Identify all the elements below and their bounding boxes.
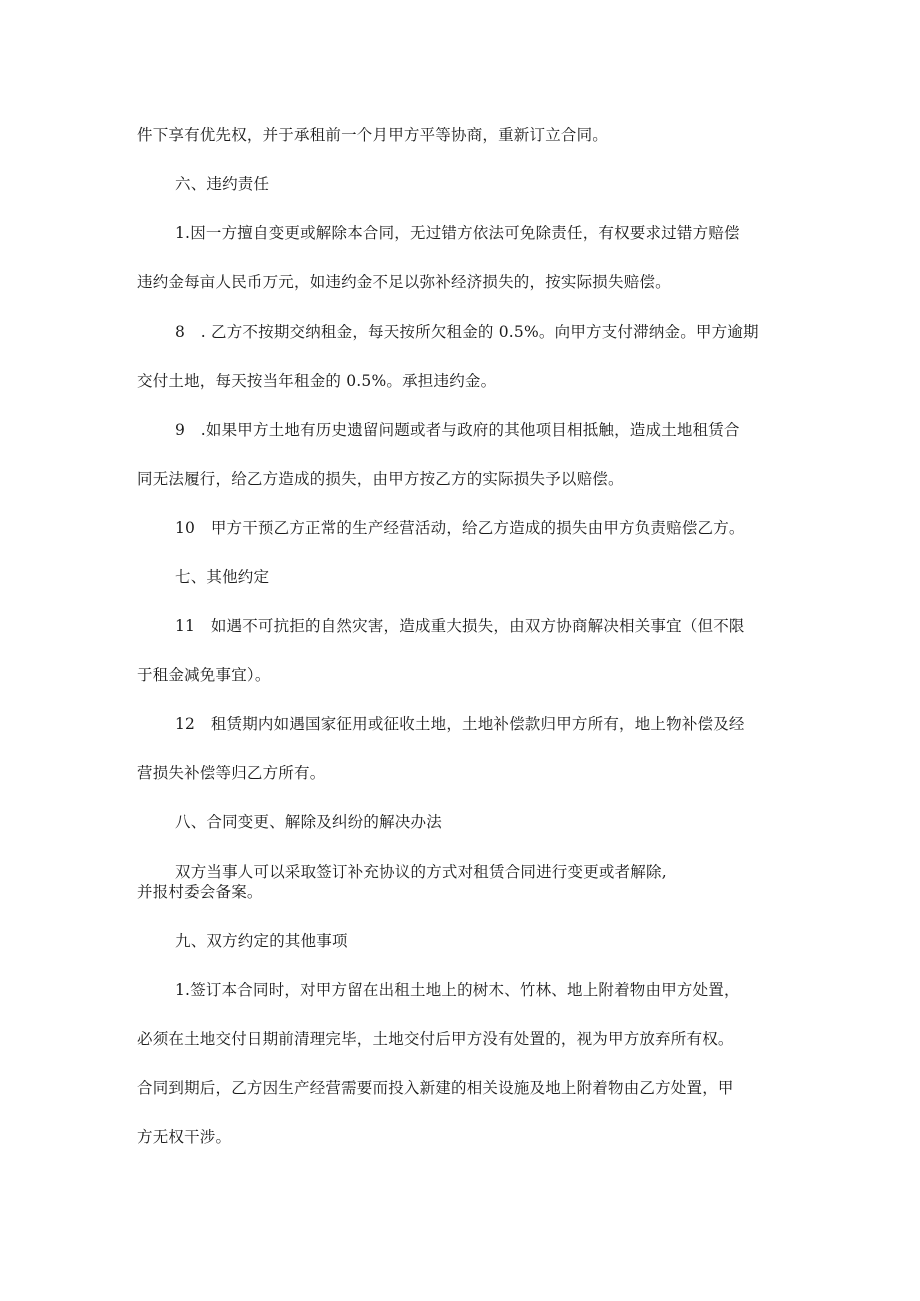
paragraph-line: 合同到期后，乙方因生产经营需要而投入新建的相关设施及地上附着物由乙方处置，甲 [137,1079,734,1097]
paragraph-line: 11 如遇不可抗拒的自然灾害，造成重大损失，由双方协商解决相关事宜（但不限 [175,617,745,635]
paragraph-line: 营损失补偿等归乙方所有。 [137,764,326,782]
paragraph-line: 于租金减免事宜）。 [137,666,271,684]
paragraph-line: 违约金每亩人民币万元，如违约金不足以弥补经济损失的，按实际损失赔偿。 [137,273,671,291]
paragraph-line: 方无权干涉。 [137,1128,232,1146]
paragraph-line: 1.签订本合同时，对甲方留在出租土地上的树木、竹林、地上附着物由甲方处置， [175,981,740,999]
paragraph-line: 同无法履行，给乙方造成的损失，由甲方按乙方的实际损失予以赔偿。 [137,470,624,488]
paragraph-line: 件下享有优先权，并于承租前一个月甲方平等协商，重新订立合同。 [137,126,609,144]
paragraph-line: 并报村委会备案。 [137,883,263,901]
section-heading-9: 九、双方约定的其他事项 [175,932,348,950]
paragraph-line: 9 .如果甲方土地有历史遗留问题或者与政府的其他项目相抵触，造成土地租赁合 [175,421,740,439]
paragraph-line: 必须在土地交付日期前清理完毕，土地交付后甲方没有处置的，视为甲方放弃所有权。 [137,1030,734,1048]
section-heading-7: 七、其他约定 [175,568,270,586]
paragraph-line: 双方当事人可以采取签订补充协议的方式对租赁合同进行变更或者解除, [175,863,667,881]
section-heading-8: 八、合同变更、解除及纠纷的解决办法 [175,813,442,831]
paragraph-line: 12 租赁期内如遇国家征用或征收土地，土地补偿款归甲方所有，地上物补偿及经 [175,715,745,733]
paragraph-line: 交付土地，每天按当年租金的 0.5%。承担违约金。 [137,372,497,390]
section-heading-6: 六、违约责任 [175,175,270,193]
paragraph-line: 1.因一方擅自变更或解除本合同，无过错方依法可免除责任，有权要求过错方赔偿 [175,224,740,242]
paragraph-line: 10 甲方干预乙方正常的生产经营活动，给乙方造成的损失由甲方负责赔偿乙方。 [175,519,745,537]
paragraph-line: 8 . 乙方不按期交纳租金，每天按所欠租金的 0.5%。向甲方支付滞纳金。甲方逾期 [175,323,759,341]
